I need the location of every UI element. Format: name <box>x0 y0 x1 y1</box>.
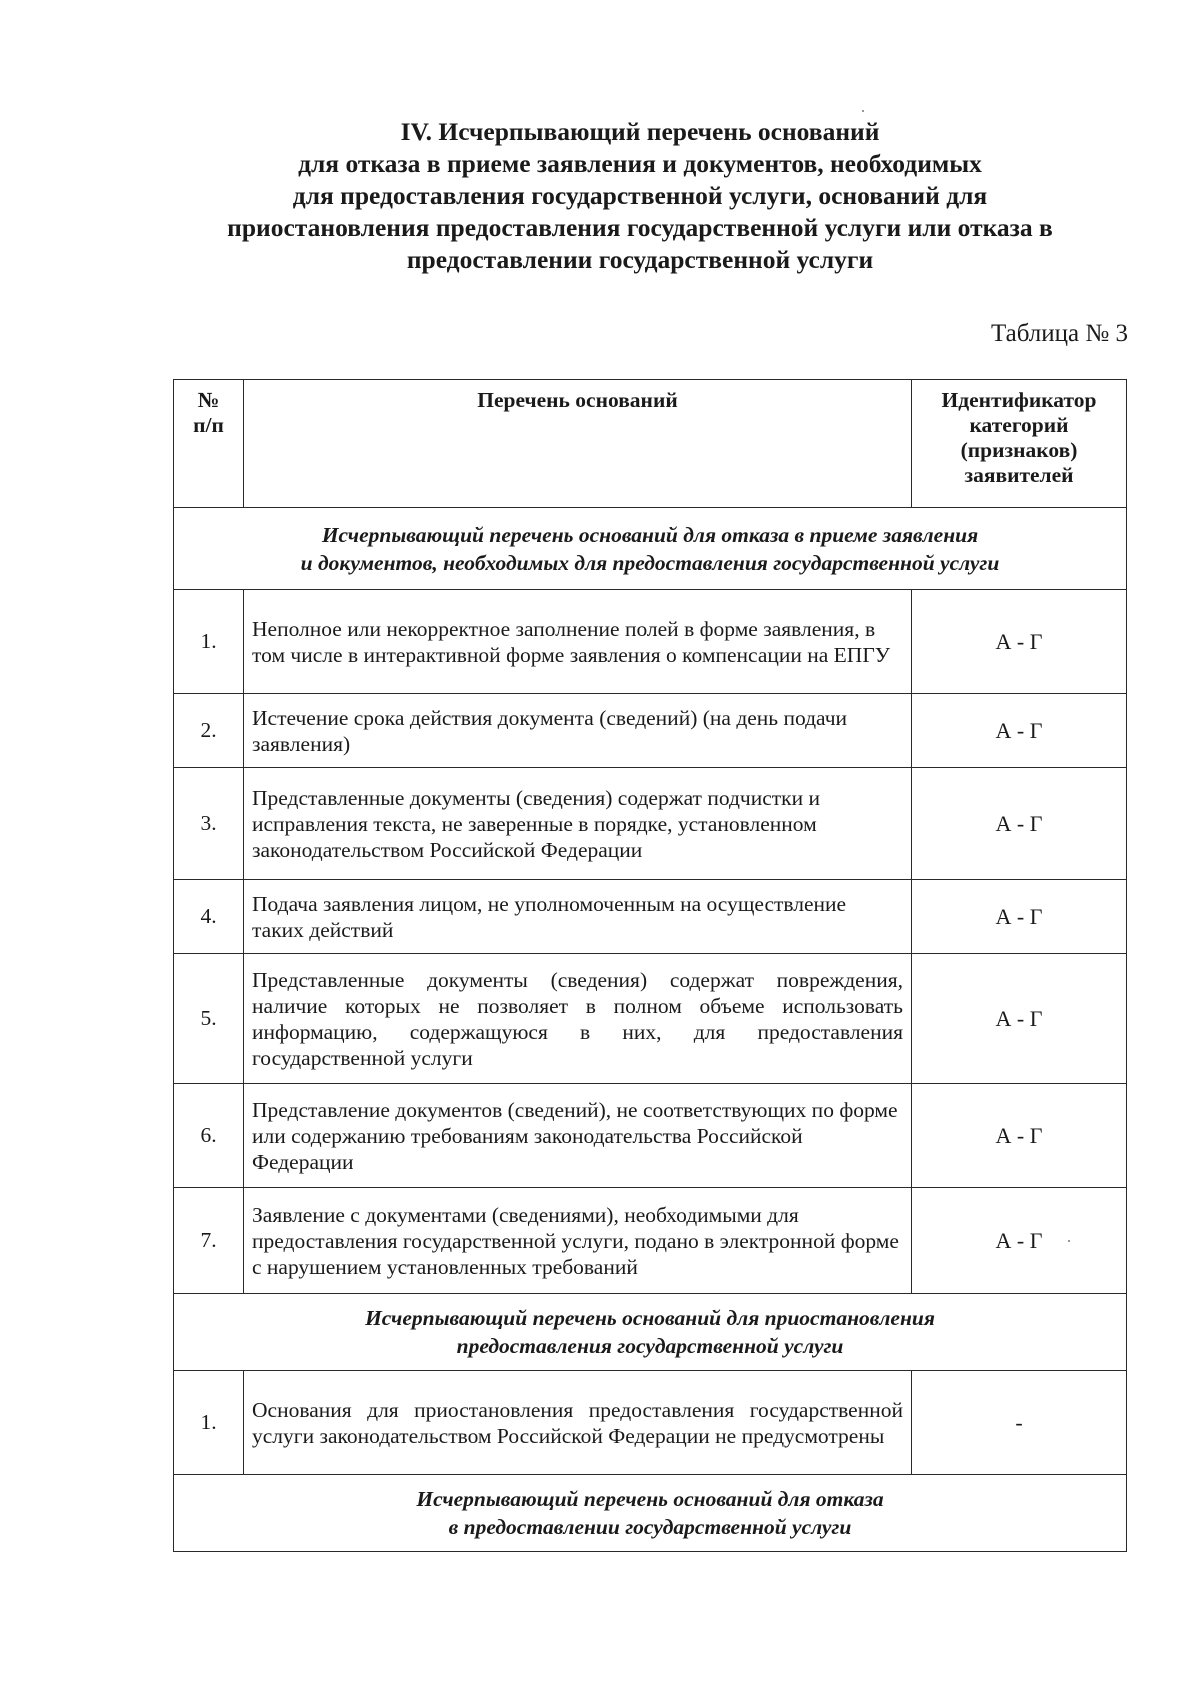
row-reason: Неполное или некорректное заполнение полей в форме заявления, в том числе в интерактивной форме заявления о компенсации на ЕПГУ <box>244 590 912 694</box>
header-reasons-cell: Перечень оснований <box>244 380 912 508</box>
section-title <box>174 1294 1127 1371</box>
row-identifier: А - Г <box>912 1084 1127 1188</box>
reasons-table <box>173 379 1127 1552</box>
table-row <box>174 1084 1127 1188</box>
row-number: 1. <box>174 590 244 694</box>
row-identifier: А - Г <box>912 1188 1127 1294</box>
row-number: 3. <box>174 768 244 880</box>
table-row <box>174 954 1127 1084</box>
header-identifier-line: Идентификатор <box>941 388 1097 412</box>
heading-line: для предоставления государственной услуги, оснований для <box>292 181 988 210</box>
row-reason: Представленные документы (сведения) содержат повреждения, наличие которых не позволяет в полном объеме использовать информацию, содержащуюся в них, для предоставления государственной услуги <box>244 954 912 1084</box>
row-reason: Заявление с документами (сведениями), необходимыми для предоставления государственной услуги, подано в электронной форме с нарушением установленных требований <box>244 1188 912 1294</box>
row-reason: Основания для приостановления предоставления государственной услуги законодательством Российской Федерации не предусмотрены <box>244 1371 912 1475</box>
section-title-line: Исчерпывающий перечень оснований для приостановления <box>365 1306 935 1330</box>
row-number: 6. <box>174 1084 244 1188</box>
header-identifier-cell <box>912 380 1127 508</box>
heading-line: приостановления предоставления государственной услуги или отказа в <box>227 213 1053 242</box>
row-reason: Представленные документы (сведения) содержат подчистки и исправления текста, не заверенные в порядке, установленном законодательством Российской Федерации <box>244 768 912 880</box>
section-title <box>174 1475 1127 1552</box>
section-title-line: предоставления государственной услуги <box>456 1334 844 1358</box>
row-reason: Подача заявления лицом, не уполномоченным на осуществление таких действий <box>244 880 912 954</box>
section-title-line: в предоставлении государственной услуги <box>448 1515 852 1539</box>
scan-speck <box>862 110 864 112</box>
header-number-line: № <box>197 388 220 412</box>
section-row <box>174 508 1127 590</box>
row-number: 5. <box>174 954 244 1084</box>
table-label: Таблица № 3 <box>990 320 1128 347</box>
header-number-cell <box>174 380 244 508</box>
header-identifier-line: (признаков) <box>960 438 1078 462</box>
row-reason: Истечение срока действия документа (сведений) (на день подачи заявления) <box>244 694 912 768</box>
row-identifier: А - Г <box>912 954 1127 1084</box>
row-identifier: А - Г <box>912 768 1127 880</box>
section-title-line: Исчерпывающий перечень оснований для отказа в приеме заявления <box>321 522 979 547</box>
header-identifier-line: категорий <box>969 413 1069 437</box>
row-identifier: А - Г <box>912 694 1127 768</box>
heading-line: для отказа в приеме заявления и документов, необходимых <box>298 149 982 178</box>
section-heading <box>150 116 1130 276</box>
header-identifier-line: заявителей <box>964 463 1074 487</box>
row-number: 4. <box>174 880 244 954</box>
heading-line: предоставлении государственной услуги <box>406 245 874 274</box>
table-row <box>174 694 1127 768</box>
row-identifier: А - Г <box>912 590 1127 694</box>
table-row <box>174 1188 1127 1294</box>
row-identifier: - <box>912 1371 1127 1475</box>
section-row <box>174 1294 1127 1371</box>
table-header-row <box>174 380 1127 508</box>
table-row <box>174 1371 1127 1475</box>
header-number-line: п/п <box>193 413 224 437</box>
row-reason: Представление документов (сведений), не соответствующих по форме или содержанию требованиям законодательства Российской Федерации <box>244 1084 912 1188</box>
row-number: 7. <box>174 1188 244 1294</box>
table-row <box>174 590 1127 694</box>
section-title-line: Исчерпывающий перечень оснований для отказа <box>416 1487 884 1511</box>
section-row <box>174 1475 1127 1552</box>
section-title <box>174 508 1127 590</box>
row-number: 2. <box>174 694 244 768</box>
section-title-line: и документов, необходимых для предоставления государственной услуги <box>300 550 1000 575</box>
table-row <box>174 880 1127 954</box>
heading-line: IV. Исчерпывающий перечень оснований <box>400 117 880 146</box>
row-identifier: А - Г <box>912 880 1127 954</box>
table-row <box>174 768 1127 880</box>
row-number: 1. <box>174 1371 244 1475</box>
